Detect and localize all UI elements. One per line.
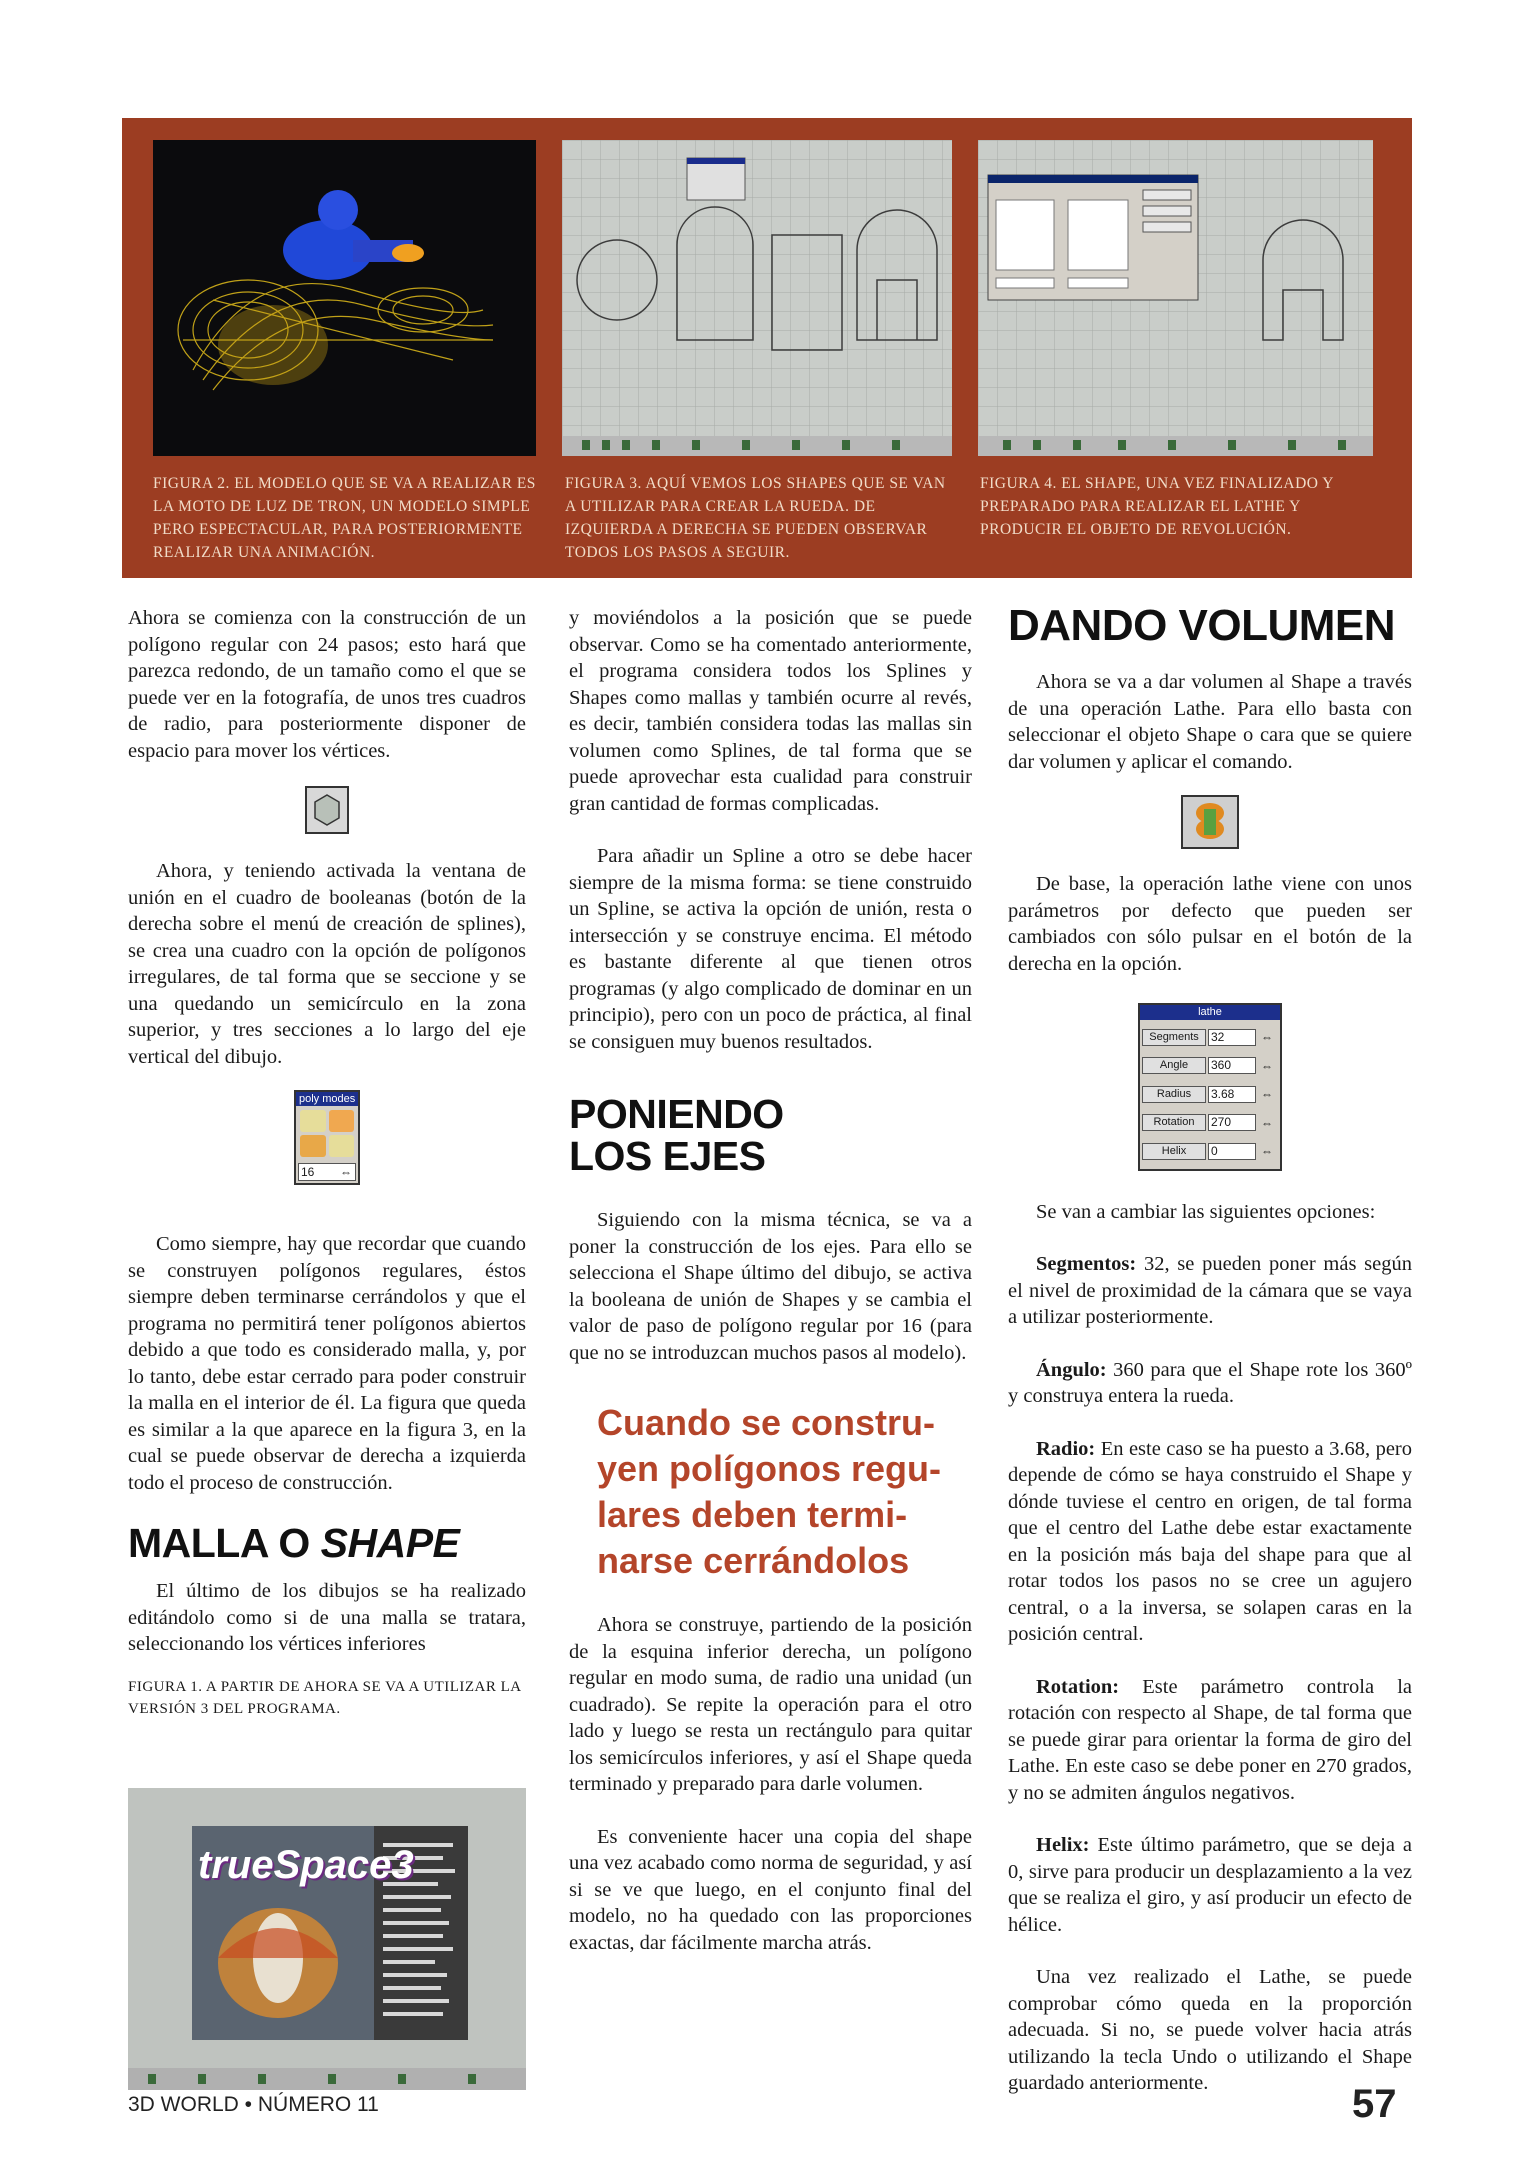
column-2 [569, 605, 972, 1956]
stepper-arrows-icon[interactable]: ⇔ [1261, 1030, 1273, 1044]
pull-quote-line-1: Cuando se constru- [597, 1402, 936, 1443]
lathe-panel [1138, 1003, 1282, 1171]
lathe-row [1142, 1081, 1278, 1108]
col2-paragraph-5: Es conveniente hacer una copia del shape una vez acabado como norma de seguridad, y así si se ve que luego, en el conjunto final del modelo, no ha quedado con las proporciones exactas, dar fácilmente marcha atrás. [569, 1825, 972, 1954]
lathe-row-value[interactable]: 360 [1208, 1057, 1256, 1074]
column-3 [1008, 601, 1412, 2097]
figure-3-caption: FIGURA 3. AQUÍ VEMOS LOS SHAPES QUE SE VAN A UTILIZAR PARA CREAR LA RUEDA. DE IZQUIERDA A DERECHA SE PUEDEN OBSERVAR TODOS LOS PASOS A SEGUIR. [565, 475, 946, 561]
lathe-panel-wrap [1008, 1003, 1412, 1171]
col3-paragraph-2: De base, la operación lathe viene con unos parámetros por defecto que pueden ser cambiados con sólo pulsar en el botón de la derecha en la opción. [1008, 873, 1412, 975]
helix-text: Este último parámetro, que se deja a 0, sirve para producir un desplazamiento a la vez que se realiza el giro, y así producir un efecto de hélice. [1008, 1834, 1412, 1936]
poly-mode-union-icon[interactable] [300, 1110, 326, 1132]
col3-segmentos [1008, 1251, 1412, 1331]
polymodes-panel-wrap [128, 1090, 526, 1185]
pull-quote [569, 1400, 972, 1584]
polygon-icon-box [128, 786, 526, 834]
pull-quote-line-3: lares deben termi- [597, 1494, 908, 1535]
col3-paragraph-1: Ahora se va a dar volumen al Shape a través de una operación Lathe. Para ello basta con seleccionar el objeto Shape o cara que se quiere dar volumen y aplicar el comando. [1008, 671, 1412, 773]
figure-1-image [128, 1788, 526, 2090]
col2-paragraph-3: Siguiendo con la misma técnica, se va a poner la construcción de los ejes. Para ello se selecciona el Shape último del dibujo, se activa la booleana de unión de Shapes y se cambia el valor de paso de polígono regular por 16 (para que no se introduzcan muchos pasos al modelo). [569, 1209, 972, 1364]
lathe-panel-title: lathe [1140, 1005, 1280, 1020]
figure-4-image [978, 140, 1373, 456]
col3-paragraph-3: Se van a cambiar las siguientes opciones: [1036, 1200, 1376, 1223]
radio-label: Radio: [1036, 1437, 1096, 1460]
col3-paragraph-4: Una vez realizado el Lathe, se puede comprobar cómo queda en la proporción adecuada. Si no, se puede volver hacia atrás utilizando la tecla Undo o utilizando el Shape guardado anteriormente. [1008, 1966, 1412, 2094]
poly-mode-add-icon[interactable] [329, 1135, 355, 1157]
lathe-row [1142, 1138, 1278, 1165]
figure-2-caption: FIGURA 2. EL MODELO QUE SE VA A REALIZAR ES LA MOTO DE LUZ DE TRON, UN MODELO SIMPLE PERO ESPECTACULAR, PARA POSTERIORMENTE REALIZAR UNA ANIMACIÓN. [153, 475, 536, 561]
lathe-row-label[interactable]: Helix [1142, 1143, 1206, 1160]
col1-paragraph-4: El último de los dibujos se ha realizado editándolo como si de una malla se tratara, seleccionando los vértices inferiores [128, 1580, 526, 1655]
angulo-label: Ángulo: [1036, 1358, 1107, 1381]
regular-polygon-icon [305, 786, 349, 834]
truespace3-logo: trueSpace3 [198, 1843, 414, 1887]
col1-paragraph-2: Ahora, y teniendo activada la ventana de unión en el cuadro de booleanas (botón de la derecha sobre el menú de creación de splines), se crea una cuadro con la opción de polígonos irregulares, de tal forma que se seccione y se una quedando un semicírculo en la zona superior, y tres secciones a lo largo del eje vertical del dibujo. [128, 860, 526, 1068]
col3-helix [1008, 1832, 1412, 1938]
page-number: 57 [1352, 2082, 1397, 2126]
figure-1-caption: FIGURA 1. A PARTIR DE AHORA SE VA A UTILIZAR LA VERSIÓN 3 DEL PROGRAMA. [128, 1678, 521, 1717]
pull-quote-line-4: narse cerrándolos [597, 1540, 910, 1581]
polymodes-value: 16 [301, 1165, 315, 1179]
stepper-arrows-icon[interactable]: ⇔ [1261, 1087, 1273, 1101]
col1-paragraph-3: Como siempre, hay que recordar que cuando se construyen polígonos regulares, éstos siempre deben terminarse cerrándolos y que el programa no permitirá tener polígonos abiertos debido a que todo es considerado malla, y, por lo tanto, debe estar cerrado para poder construir la malla en el interior de él. La figura que queda es similar a la que aparece en la figura 3, en la cual se puede observar de derecha a izquierda todo el proceso de construcción. [128, 1233, 526, 1494]
poly-mode-intersect-icon[interactable] [300, 1135, 326, 1157]
lathe-row-value[interactable]: 32 [1208, 1029, 1256, 1046]
pull-quote-line-2: yen polígonos regu- [597, 1448, 942, 1489]
stepper-arrows-icon[interactable]: ⇔ [340, 1165, 352, 1179]
col2-paragraph-2: Para añadir un Spline a otro se debe hacer siempre de la misma forma: se tiene construido un Spline, se activa la opción de unión, resta o intersección y se construye encima. El método es bastante diferente al que tienen otros programas (y algo complicado de dominar en un principio), pero con un poco de práctica, al final se consiguen muy buenos resultados. [569, 845, 972, 1053]
col2-paragraph-1 [569, 605, 972, 817]
lathe-icon [1181, 795, 1239, 849]
col3-rotation [1008, 1674, 1412, 1807]
lathe-row-value[interactable]: 0 [1208, 1143, 1256, 1160]
segmentos-label: Segmentos: [1036, 1253, 1137, 1275]
poly-mode-subtract-icon[interactable] [329, 1110, 355, 1132]
heading-shape-text: SHAPE [320, 1520, 460, 1566]
helix-label: Helix: [1036, 1834, 1090, 1856]
lathe-row-label[interactable]: Segments [1142, 1029, 1206, 1046]
segmentos-text: 32, se pueden poner más según el nivel de proximidad de la cámara que se vaya a utilizar posteriormente. [1008, 1253, 1412, 1328]
footer-magazine: 3D WORLD • NÚMERO 11 [128, 2093, 379, 2116]
stepper-arrows-icon[interactable]: ⇔ [1261, 1144, 1273, 1158]
col3-radio [1008, 1436, 1412, 1648]
polymodes-title: poly modes [296, 1092, 358, 1106]
column-1 [128, 605, 526, 1720]
lathe-row [1142, 1024, 1278, 1051]
lathe-row-label[interactable]: Radius [1142, 1086, 1206, 1103]
lathe-icon-box [1008, 795, 1412, 849]
rotation-label: Rotation: [1036, 1675, 1120, 1698]
lathe-row-value[interactable]: 3.68 [1208, 1086, 1256, 1103]
lathe-row [1142, 1053, 1278, 1080]
col3-angulo [1008, 1357, 1412, 1410]
heading-poniendo: PONIENDO [569, 1091, 784, 1137]
heading-malla-text: MALLA O [128, 1520, 321, 1566]
figure-3-image [562, 140, 952, 456]
lathe-row [1142, 1110, 1278, 1137]
angulo-text: 360 para que el Shape rote los 360º y construya entera la rueda. [1008, 1358, 1412, 1407]
lathe-row-label[interactable]: Angle [1142, 1057, 1206, 1074]
col2-paragraph-4: Ahora se construye, partiendo de la posición de la esquina inferior derecha, un polígono regular en modo suma, de radio una unidad (un cuadrado). Se repite la operación para el otro lado y luego se resta un rectángulo para quitar los semicírculos inferiores, y así el Shape queda terminado y preparado para darle volumen. [569, 1614, 972, 1795]
figure-4-caption: FIGURA 4. EL SHAPE, UNA VEZ FINALIZADO Y PREPARADO PARA REALIZAR EL LATHE Y PRODUCIR EL OBJETO DE REVOLUCIÓN. [980, 475, 1334, 538]
heading-dando-volumen: DANDO VOLUMEN [1008, 601, 1396, 650]
col1-paragraph-1: Ahora se comienza con la construcción de un polígono regular con 24 pasos; esto hará que parezca redondo, de un tamaño como el que se puede ver en la fotografía, de unos tres cuadros de radio, para posteriormente disponer de espacio para mover los vértices. [128, 607, 526, 762]
lathe-row-label[interactable]: Rotation [1142, 1114, 1206, 1131]
stepper-arrows-icon[interactable]: ⇔ [1261, 1115, 1273, 1130]
polymodes-steps-field[interactable] [298, 1163, 356, 1181]
figure-2-image [153, 140, 536, 456]
heading-malla-o-shape [128, 1522, 526, 1564]
rotation-text: Este parámetro controla la rotación con respecto al Shape, de tal forma que se puede girar para orientar la forma de giro del Lathe. En este caso se debe poner en 270 grados, y no se admiten ángulos negativos. [1008, 1675, 1412, 1804]
lathe-rows [1140, 1020, 1280, 1169]
polymodes-panel [294, 1090, 360, 1185]
lathe-row-value[interactable]: 270 [1208, 1114, 1256, 1131]
polymodes-buttons [296, 1106, 358, 1161]
stepper-arrows-icon[interactable]: ⇔ [1261, 1058, 1273, 1073]
heading-los-ejes: LOS EJES [569, 1133, 766, 1179]
radio-text: En este caso se ha puesto a 3.68, pero depende de cómo se haya construido el Shape y dónde tuviese el centro en origen, de tal forma que el centro del Lathe debe estar exactamente en la posición más baja del shape para que al rotar todos los pasos no se cree un agujero central, o a la inversa, se solapen caras en la posición central. [1008, 1437, 1412, 1645]
col2-paragraph-1-text: y moviéndolos a la posición que se puede observar. Como se ha comentado anteriormente, el programa considera todos los Splines y Shapes como mallas y también ocurre al revés, es decir, también considera todas las mallas sin volumen como Splines, de tal forma que se puede aprovechar esta cualidad para construir gran cantidad de formas complicadas. [569, 607, 972, 815]
